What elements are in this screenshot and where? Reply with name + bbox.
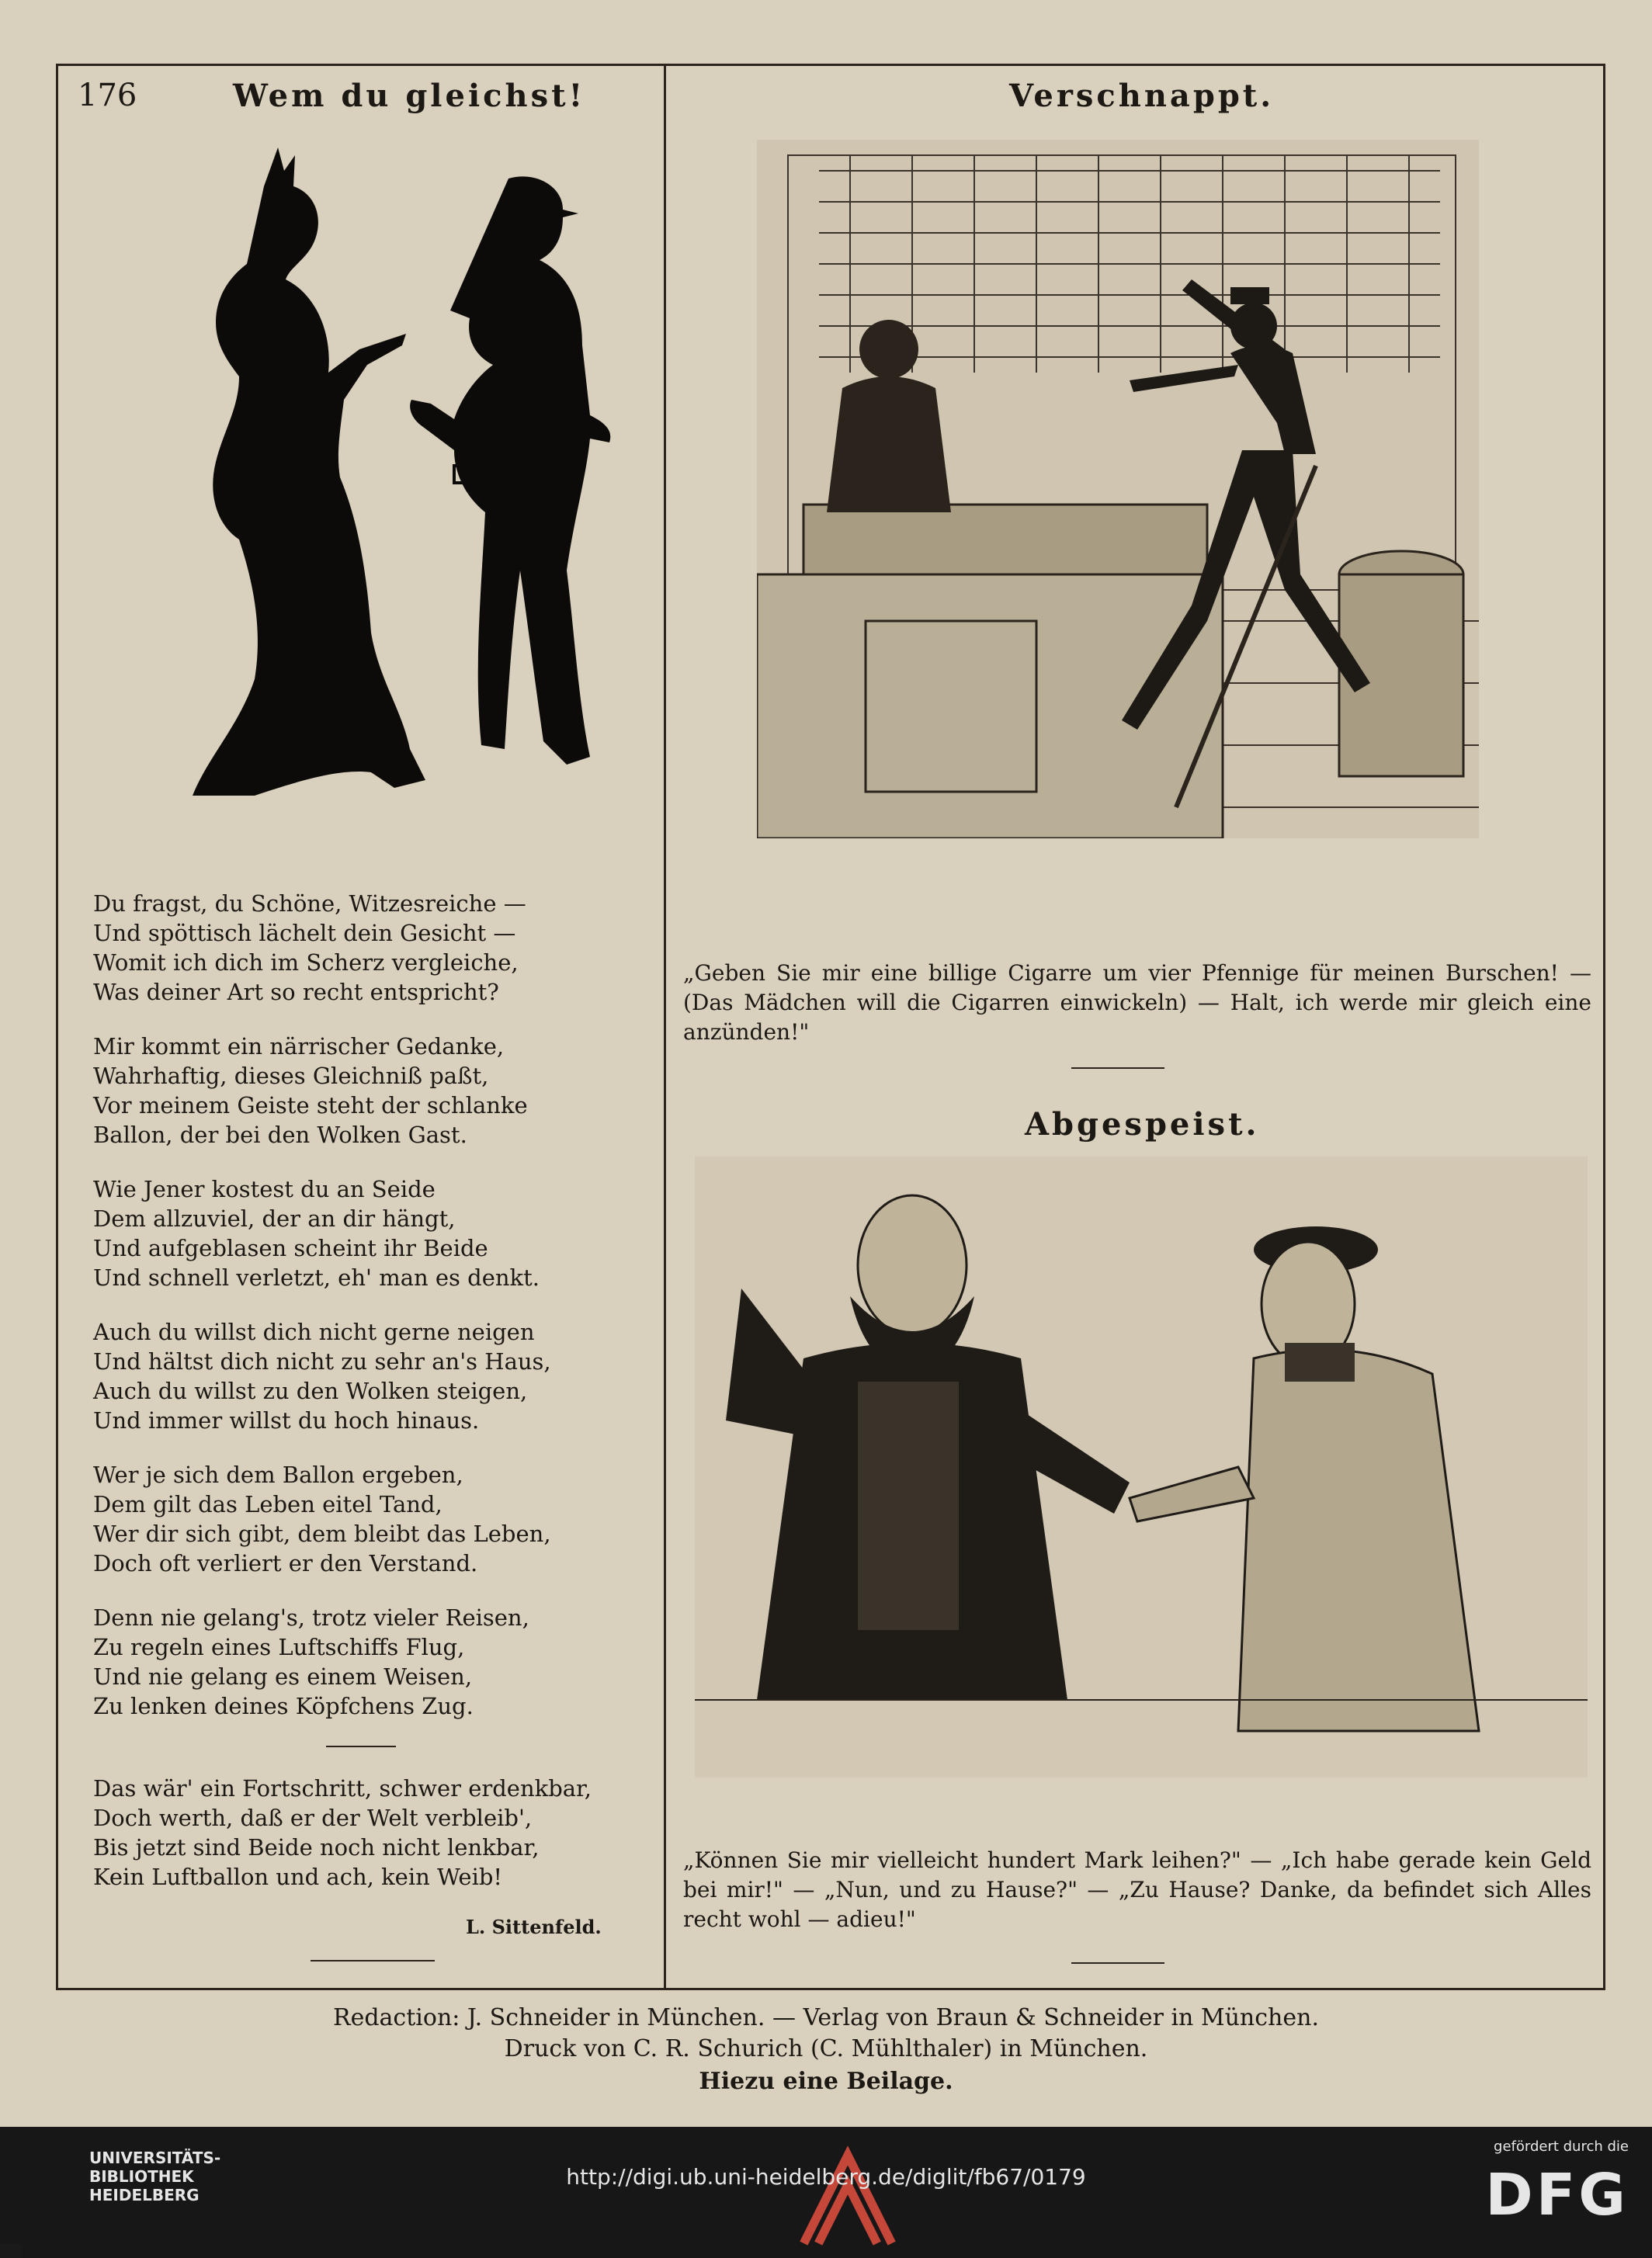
poem-line: Denn nie gelang's, trotz vieler Reisen, — [93, 1604, 529, 1631]
poem-line: Wie Jener kostest du an Seide — [93, 1176, 436, 1202]
stanza-3 — [93, 1174, 637, 1292]
stanza-rule — [326, 1746, 396, 1747]
cartoon-title-top: Verschnappt. — [1009, 78, 1275, 114]
poem-line: Zu lenken deines Köpfchens Zug. — [93, 1693, 474, 1719]
poem-line: Dem gilt das Leben eitel Tand, — [93, 1491, 442, 1517]
poem-line: Kein Luftballon und ach, kein Weib! — [93, 1864, 503, 1890]
stanza-7 — [93, 1774, 637, 1892]
poem-line: Was deiner Art so recht entspricht? — [93, 979, 499, 1005]
poem-line: Dem allzuviel, der an dir hängt, — [93, 1205, 456, 1232]
caption-rule-2 — [1071, 1962, 1164, 1964]
poem-line: Wahrhaftig, dieses Gleichniß paßt, — [93, 1063, 489, 1089]
poem-line: Und aufgeblasen scheint ihr Beide — [93, 1235, 488, 1261]
poem — [93, 889, 637, 1916]
imprint-line-2: Druck von C. R. Schurich (C. Mühlthaler) in München. — [504, 2035, 1148, 2062]
stanza-1 — [93, 889, 637, 1007]
poem-line: Mir kommt ein närrischer Gedanke, — [93, 1033, 505, 1060]
imprint-line-1: Redaction: J. Schneider in München. — Verlag von Braun & Schneider in München. — [333, 2004, 1319, 2031]
poem-line: Vor meinem Geiste steht der schlanke — [93, 1092, 528, 1119]
cartoon-caption-bottom: „Können Sie mir vielleicht hundert Mark leihen?" — „Ich habe gerade kein Geld bei mir!" — „Nun, und zu Hause?" — „Zu Hause? Danke, da befindet sich Alles recht wohl — adieu!" — [683, 1847, 1591, 1932]
poem-line: Ballon, der bei den Wolken Gast. — [93, 1122, 467, 1148]
two-gentlemen-illustration — [695, 1157, 1588, 1778]
funded-by-text: gefördert durch die — [1494, 2138, 1629, 2155]
poem-line: Doch werth, daß er der Welt verbleib', — [93, 1805, 533, 1831]
poem-line: Wer je sich dem Ballon ergeben, — [93, 1462, 463, 1488]
cartoon-caption-top: „Geben Sie mir eine billige Cigarre um vier Pfennige für meinen Burschen! — (Das Mädchen will die Cigarren einwickeln) — Halt, ich werde mir gleich eine anzünden!" — [683, 960, 1591, 1045]
library-logo-icon — [22, 2141, 1652, 2258]
poem-line: Wer dir sich gibt, dem bleibt das Leben, — [93, 1521, 551, 1547]
poem-line: Und immer willst du hoch hinaus. — [93, 1407, 480, 1434]
imprint-line-3: Hiezu eine Beilage. — [699, 2068, 953, 2095]
stanza-6 — [93, 1603, 637, 1721]
stanza-5 — [93, 1460, 637, 1578]
poem-line: Auch du willst dich nicht gerne neigen — [93, 1319, 535, 1345]
poem-line: Und nie gelang es einem Weisen, — [93, 1663, 473, 1690]
poem-line: Und schnell verletzt, eh' man es denkt. — [93, 1264, 540, 1291]
poem-line: Womit ich dich im Scherz vergleiche, — [93, 949, 519, 976]
poem-end-rule — [311, 1960, 435, 1961]
library-name-line-1: UNIVERSITÄTS- — [89, 2149, 221, 2167]
poem-line: Das wär' ein Fortschritt, schwer erdenkbar, — [93, 1775, 592, 1802]
poem-line: Und spöttisch lächelt dein Gesicht — — [93, 920, 516, 946]
stanza-2 — [93, 1032, 637, 1150]
poem-line: Bis jetzt sind Beide noch nicht lenkbar, — [93, 1834, 540, 1861]
cigar-shop-illustration — [757, 140, 1479, 838]
stanza-4 — [93, 1317, 637, 1435]
poem-line: Du fragst, du Schöne, Witzesreiche — — [93, 890, 526, 917]
poem-line: Zu regeln eines Luftschiffs Flug, — [93, 1634, 465, 1660]
poem-title: Wem du gleichst! — [233, 78, 586, 114]
column-divider — [664, 64, 666, 1989]
library-name-line-3: HEIDELBERG — [89, 2186, 200, 2204]
caption-rule-1 — [1071, 1067, 1164, 1069]
library-name-line-2: BIBLIOTHEK — [89, 2167, 194, 2186]
poem-line: Doch oft verliert er den Verstand. — [93, 1550, 478, 1576]
permalink-url[interactable]: http://digi.ub.uni-heidelberg.de/diglit/fb67/0179 — [566, 2164, 1086, 2190]
silhouette-illustration — [85, 140, 644, 854]
poem-line: Und hältst dich nicht zu sehr an's Haus, — [93, 1348, 551, 1375]
page-number: 176 — [78, 78, 137, 113]
dfg-logo: DFG — [1485, 2162, 1629, 2229]
poem-line: Auch du willst zu den Wolken steigen, — [93, 1378, 528, 1404]
poem-signature: L. Sittenfeld. — [466, 1916, 602, 1938]
cartoon-title-middle: Abgespeist. — [1025, 1106, 1260, 1143]
